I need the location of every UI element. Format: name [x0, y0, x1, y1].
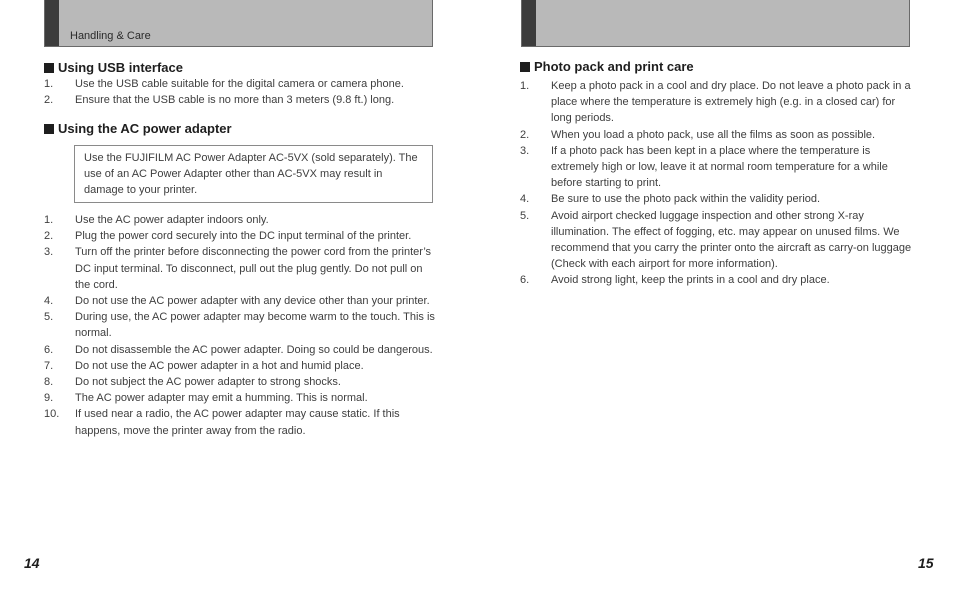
page-number-left: 14 — [24, 555, 40, 571]
list-item-number: 4. — [520, 193, 530, 206]
square-bullet-icon — [44, 124, 54, 134]
list-item — [520, 272, 912, 288]
list-item-text: If used near a radio, the AC power adapter may cause static. If this happens, move the printer away from the radio. — [75, 408, 400, 437]
list-item-number: 6. — [520, 274, 530, 287]
list-item-text: Avoid airport checked luggage inspection and other strong X-ray illumination. The effect of fogging, etc. may appear on unused films. We recommend that you carry the printer onto the aircraft as carry-on luggage (Check with each airport for more information). — [551, 209, 912, 271]
list-item-text: Turn off the printer before disconnecting the power cord from the printer’s DC input terminal. To disconnect, pull out the plug gently. Do not pull on the cord. — [75, 246, 432, 291]
section-header-bar-right — [521, 0, 910, 47]
list-item-number: 2. — [44, 94, 54, 107]
square-bullet-icon — [44, 63, 54, 73]
list-item-text: Keep a photo pack in a cool and dry place. Do not leave a photo pack in a place where the temperature is extremely high (e.g. in a closed car) for long periods. — [551, 80, 911, 125]
heading-ac-adapter: Using the AC power adapter — [44, 121, 232, 136]
header-accent-stripe — [45, 0, 59, 46]
section-label: Handling & Care — [70, 30, 151, 42]
list-item — [44, 293, 436, 309]
list-item — [44, 309, 436, 341]
heading-usb-interface: Using USB interface — [44, 60, 183, 75]
list-item-text: Do not use the AC power adapter with any device other than your printer. — [75, 295, 430, 308]
ac-adapter-list — [44, 212, 436, 439]
list-item — [44, 358, 436, 374]
list-item-number: 5. — [44, 311, 54, 324]
usb-list — [44, 76, 436, 108]
list-item-number: 5. — [520, 209, 530, 222]
note-text: Use the FUJIFILM AC Power Adapter AC-5VX (sold separately). The use of an AC Power Adapter other than AC-5VX may result in damage to your printer. — [84, 152, 418, 197]
list-item — [44, 342, 436, 358]
photo-care-list — [520, 78, 912, 289]
list-item — [520, 78, 912, 127]
list-item-text: Plug the power cord securely into the DC input terminal of the printer. — [75, 230, 412, 243]
list-item-text: When you load a photo pack, use all the films as soon as possible. — [551, 128, 876, 141]
list-item-number: 3. — [520, 144, 530, 157]
header-accent-stripe — [522, 0, 536, 46]
list-item — [520, 127, 912, 143]
list-item-text: Be sure to use the photo pack within the validity period. — [551, 193, 821, 206]
list-item — [44, 212, 436, 228]
list-item — [44, 390, 436, 406]
list-item-text: Use the USB cable suitable for the digital camera or camera phone. — [75, 78, 404, 90]
list-item-number: 9. — [44, 392, 54, 405]
list-item-number: 10. — [44, 408, 60, 421]
list-item — [44, 228, 436, 244]
page-number-right: 15 — [918, 555, 934, 571]
list-item — [44, 406, 436, 438]
note-box — [74, 145, 433, 203]
list-item-text: Do not use the AC power adapter in a hot and humid place. — [75, 359, 364, 372]
list-item — [520, 191, 912, 207]
list-item-number: 6. — [44, 343, 54, 356]
list-item-number: 2. — [520, 128, 530, 141]
list-item-text: Do not subject the AC power adapter to strong shocks. — [75, 376, 341, 389]
list-item-number: 1. — [520, 80, 530, 92]
list-item — [44, 374, 436, 390]
list-item-number: 2. — [44, 230, 54, 243]
list-item-text: Ensure that the USB cable is no more than 3 meters (9.8 ft.) long. — [75, 94, 395, 107]
list-item-number: 3. — [44, 246, 54, 259]
list-item-text: The AC power adapter may emit a humming. This is normal. — [75, 392, 368, 405]
section-header-bar — [44, 0, 433, 47]
heading-photo-pack-care: Photo pack and print care — [520, 59, 694, 74]
list-item-number: 7. — [44, 359, 54, 372]
list-item-text: Avoid strong light, keep the prints in a cool and dry place. — [551, 274, 830, 287]
list-item — [520, 143, 912, 192]
square-bullet-icon — [520, 62, 530, 72]
list-item — [44, 76, 436, 92]
list-item-text: If a photo pack has been kept in a place where the temperature is extremely high or low, leave it at normal room temperature for a while before starting to print. — [551, 144, 888, 190]
list-item-text: Use the AC power adapter indoors only. — [75, 214, 269, 226]
list-item-number: 1. — [44, 214, 54, 226]
list-item — [44, 244, 436, 293]
list-item-number: 4. — [44, 295, 54, 308]
list-item — [44, 92, 436, 108]
list-item — [520, 208, 912, 273]
list-item-text: Do not disassemble the AC power adapter. Doing so could be dangerous. — [75, 343, 433, 356]
list-item-number: 1. — [44, 78, 54, 90]
list-item-number: 8. — [44, 376, 54, 389]
list-item-text: During use, the AC power adapter may become warm to the touch. This is normal. — [75, 311, 435, 340]
